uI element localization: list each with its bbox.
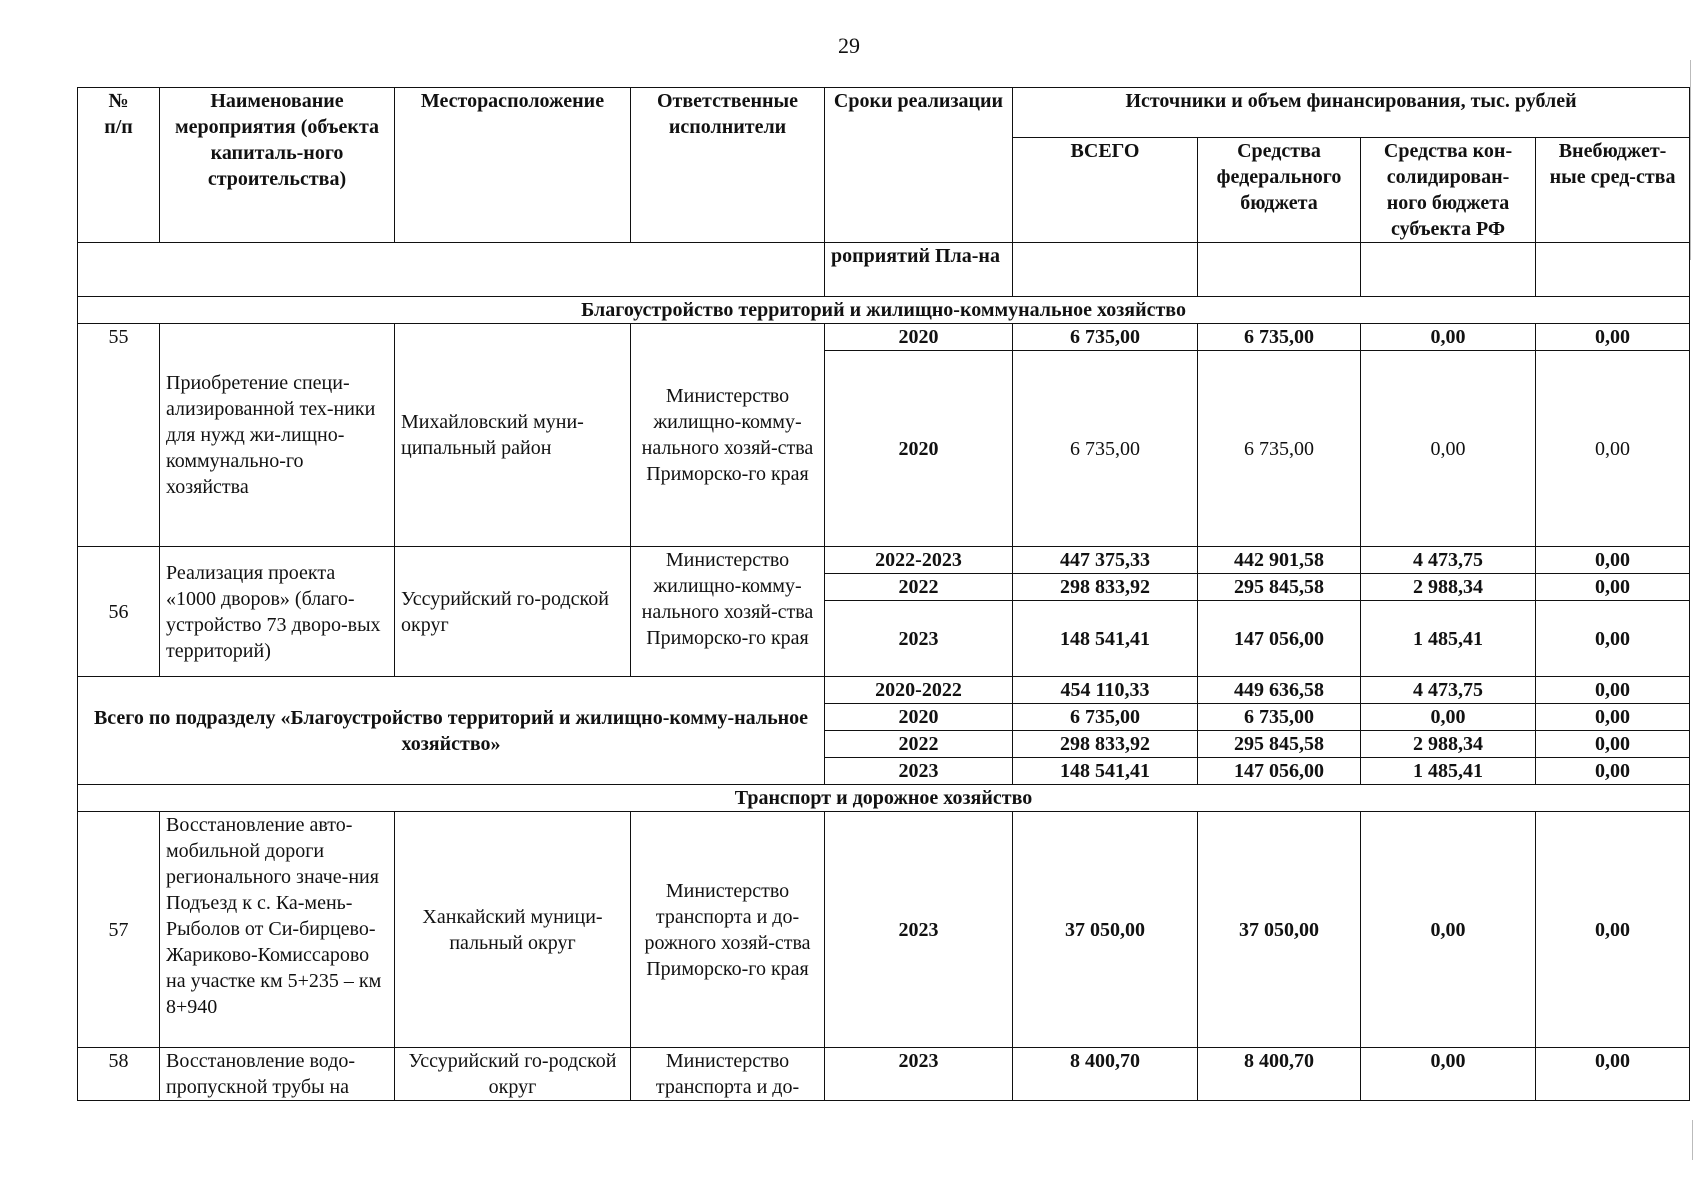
period-cell: 2020	[825, 704, 1013, 731]
federal-cell: 295 845,58	[1198, 574, 1361, 601]
scan-edge-mark	[1692, 1120, 1693, 1160]
row-number: 57	[78, 812, 160, 1048]
project-responsible: Министерство жилищно-комму-нального хозяй-ства Приморско-го края	[631, 324, 825, 547]
federal-cell: 442 901,58	[1198, 547, 1361, 574]
total-cell: 298 833,92	[1013, 574, 1198, 601]
header-period: Сроки реализации	[825, 88, 1013, 243]
header-federal: Средства федерального бюджета	[1198, 138, 1361, 243]
header-funding: Источники и объем финансирования, тыс. рублей	[1013, 88, 1690, 138]
header-responsible: Ответственные исполнители	[631, 88, 825, 243]
project-location: Уссурийский го-родской округ	[395, 547, 631, 677]
period-cell: 2023	[825, 758, 1013, 785]
regional-cell: 0,00	[1361, 1048, 1536, 1101]
regional-cell: 2 988,34	[1361, 574, 1536, 601]
carryover-empty	[78, 243, 825, 297]
header-num: № п/п	[78, 88, 160, 243]
section-title-transport: Транспорт и дорожное хозяйство	[78, 785, 1690, 812]
extra-cell: 0,00	[1536, 758, 1690, 785]
extra-cell: 0,00	[1536, 351, 1690, 547]
period-cell: 2022	[825, 574, 1013, 601]
extra-cell: 0,00	[1536, 704, 1690, 731]
extra-cell: 0,00	[1536, 731, 1690, 758]
section-title-housing: Благоустройство территорий и жилищно-коммунальное хозяйство	[78, 297, 1690, 324]
extra-cell: 0,00	[1536, 812, 1690, 1048]
period-cell: 2020	[825, 324, 1013, 351]
project-location: Ханкайский муници-пальный округ	[395, 812, 631, 1048]
federal-cell: 147 056,00	[1198, 758, 1361, 785]
total-cell: 447 375,33	[1013, 547, 1198, 574]
section-row	[78, 785, 1690, 812]
federal-cell: 6 735,00	[1198, 704, 1361, 731]
project-location: Михайловский муни-ципальный район	[395, 324, 631, 547]
regional-cell: 0,00	[1361, 324, 1536, 351]
extra-cell: 0,00	[1536, 1048, 1690, 1101]
header-regional: Средства кон-солидирован-ного бюджета субъекта РФ	[1361, 138, 1536, 243]
project-name: Восстановление авто-мобильной дороги регионального значе-ния Подъезд к с. Ка-мень-Рыболов от Си-бирцево-Жариково-Комиссарово на участке км 5+235 – км 8+940	[160, 812, 395, 1048]
total-cell: 148 541,41	[1013, 601, 1198, 677]
regional-cell: 0,00	[1361, 812, 1536, 1048]
period-cell: 2023	[825, 601, 1013, 677]
regional-cell: 4 473,75	[1361, 547, 1536, 574]
regional-cell: 1 485,41	[1361, 601, 1536, 677]
regional-cell: 1 485,41	[1361, 758, 1536, 785]
carryover-cell	[1536, 243, 1690, 297]
project-responsible: Министерство транспорта и до-	[631, 1048, 825, 1101]
extra-cell: 0,00	[1536, 324, 1690, 351]
header-row-1	[78, 88, 1690, 138]
regional-cell: 2 988,34	[1361, 731, 1536, 758]
regional-cell: 0,00	[1361, 351, 1536, 547]
extra-cell: 0,00	[1536, 574, 1690, 601]
total-cell: 6 735,00	[1013, 324, 1198, 351]
extra-cell: 0,00	[1536, 601, 1690, 677]
project-name: Восстановление водо-пропускной трубы на	[160, 1048, 395, 1101]
row-number: 56	[78, 547, 160, 677]
carryover-cell	[1361, 243, 1536, 297]
federal-cell: 6 735,00	[1198, 324, 1361, 351]
period-cell: 2022-2023	[825, 547, 1013, 574]
carryover-period: роприятий Пла-на	[825, 243, 1013, 297]
table-row	[78, 547, 1690, 574]
total-cell: 148 541,41	[1013, 758, 1198, 785]
row-number: 55	[78, 324, 160, 547]
extra-cell: 0,00	[1536, 677, 1690, 704]
total-cell: 8 400,70	[1013, 1048, 1198, 1101]
project-responsible: Министерство жилищно-комму-нального хозяй-ства Приморско-го края	[631, 547, 825, 677]
subtotal-row	[78, 677, 1690, 704]
table-row	[78, 324, 1690, 351]
regional-cell: 4 473,75	[1361, 677, 1536, 704]
period-cell: 2020-2022	[825, 677, 1013, 704]
header-extra: Внебюджет-ные сред-ства	[1536, 138, 1690, 243]
section-row	[78, 297, 1690, 324]
extra-cell: 0,00	[1536, 547, 1690, 574]
total-cell: 6 735,00	[1013, 351, 1198, 547]
total-cell: 37 050,00	[1013, 812, 1198, 1048]
total-cell: 6 735,00	[1013, 704, 1198, 731]
header-total: ВСЕГО	[1013, 138, 1198, 243]
carryover-cell	[1013, 243, 1198, 297]
regional-cell: 0,00	[1361, 704, 1536, 731]
project-name: Реализация проекта «1000 дворов» (благо-устройство 73 дворо-вых территорий)	[160, 547, 395, 677]
federal-cell: 37 050,00	[1198, 812, 1361, 1048]
page-number: 29	[838, 33, 860, 58]
period-cell: 2022	[825, 731, 1013, 758]
table-row	[78, 812, 1690, 1048]
row-number: 58	[78, 1048, 160, 1101]
federal-cell: 8 400,70	[1198, 1048, 1361, 1101]
carryover-cell	[1198, 243, 1361, 297]
total-cell: 454 110,33	[1013, 677, 1198, 704]
funding-table	[77, 87, 1690, 1101]
federal-cell: 295 845,58	[1198, 731, 1361, 758]
scan-edge-mark	[1690, 60, 1691, 260]
federal-cell: 6 735,00	[1198, 351, 1361, 547]
subtotal-label: Всего по подразделу «Благоустройство территорий и жилищно-комму-нальное хозяйство»	[78, 677, 825, 785]
carryover-row	[78, 243, 1690, 297]
table-row	[78, 1048, 1690, 1101]
project-responsible: Министерство транспорта и до-рожного хозяй-ства Приморско-го края	[631, 812, 825, 1048]
period-cell: 2020	[825, 351, 1013, 547]
total-cell: 298 833,92	[1013, 731, 1198, 758]
federal-cell: 449 636,58	[1198, 677, 1361, 704]
federal-cell: 147 056,00	[1198, 601, 1361, 677]
period-cell: 2023	[825, 812, 1013, 1048]
header-name: Наименование мероприятия (объекта капиталь-ного строительства)	[160, 88, 395, 243]
period-cell: 2023	[825, 1048, 1013, 1101]
header-location: Месторасположение	[395, 88, 631, 243]
project-name: Приобретение специ-ализированной тех-ники для нужд жи-лищно-коммунально-го хозяйства	[160, 324, 395, 547]
project-location: Уссурийский го-родской округ	[395, 1048, 631, 1101]
